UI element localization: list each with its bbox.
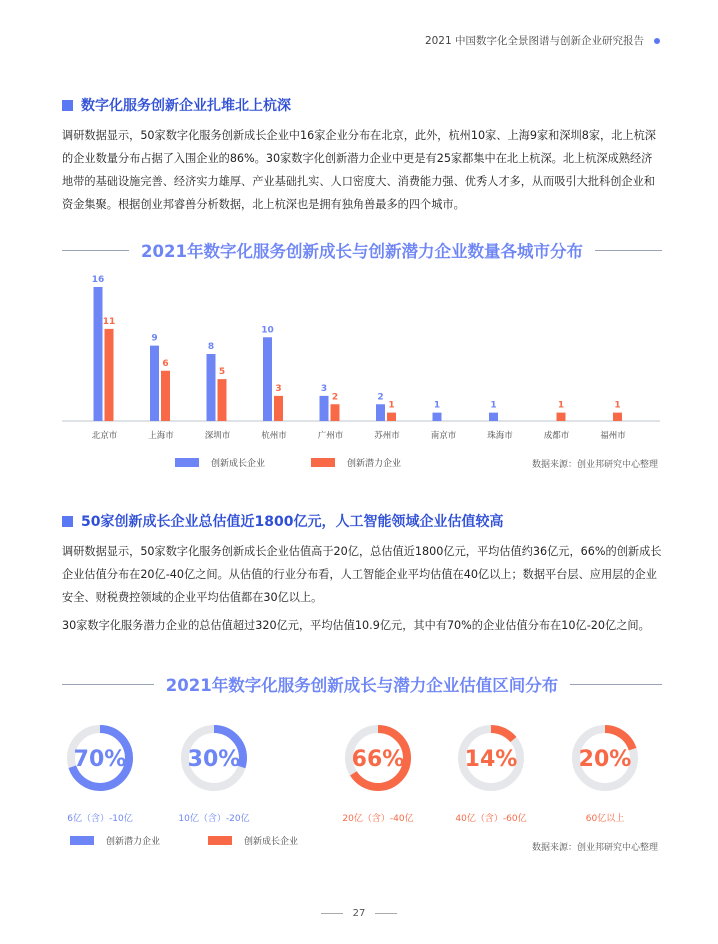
section1-paragraph: 调研数据显示，50家数字化服务创新成长企业中16家企业分布在北京，此外，杭州10家、上海9家和深圳8家，北上杭深的企业数量分布占据了入围企业的86%。30家数字化创新潜力企业中更是有25家都集中在北上杭深。北上杭深成熟经济地带的基础设施完善、经济实力雄厚、产业基础扎实、人口密度大、消费能力强、优秀人才多，从而吸引大批科创企业和资金集聚。根据创业邦睿兽分析数据，北上杭深也是拥有独角兽最多的四个城市。 xyxy=(62,129,656,211)
bar-growth xyxy=(433,413,442,421)
data-label: 5 xyxy=(218,367,226,378)
donut-percent: 20% xyxy=(578,747,632,772)
bar-growth xyxy=(263,337,272,421)
legend-swatch-potential xyxy=(311,458,335,467)
report-title: 2021 中国数字化全景图谱与创新企业研究报告 xyxy=(424,35,644,47)
x-tick-label: 北京市 xyxy=(91,431,118,441)
donut-item xyxy=(436,714,546,824)
bar-potential xyxy=(218,379,227,421)
data-label: 8 xyxy=(207,342,215,352)
bar-growth xyxy=(376,404,385,421)
bar-growth xyxy=(207,354,216,421)
legend-label-potential: 创新潜力企业 xyxy=(106,837,161,847)
donut-percent: 70% xyxy=(73,747,127,772)
donut-chart xyxy=(45,714,155,802)
x-tick-label: 珠海市 xyxy=(487,431,513,441)
data-label: 1 xyxy=(557,400,565,411)
x-tick-label: 深圳市 xyxy=(204,431,231,441)
footer-rule-right xyxy=(375,913,397,914)
data-label: 1 xyxy=(614,400,621,411)
legend-label-growth: 创新成长企业 xyxy=(211,459,266,469)
chart2-heading xyxy=(62,672,662,696)
bar-potential xyxy=(161,371,170,421)
bar-growth xyxy=(94,287,103,421)
donut-item xyxy=(159,714,269,824)
donut-chart xyxy=(159,714,269,802)
data-label: 1 xyxy=(433,400,441,411)
section1-heading xyxy=(62,95,291,115)
page-footer xyxy=(0,908,718,919)
donut-arc xyxy=(71,729,129,787)
chart2-title: 2021年数字化服务创新成长与潜力企业估值区间分布 xyxy=(165,676,559,695)
bar-chart xyxy=(62,262,662,447)
donut-item xyxy=(323,714,433,824)
x-tick-label: 上海市 xyxy=(148,431,174,441)
x-tick-label: 成都市 xyxy=(543,431,570,441)
donut-percent: 30% xyxy=(187,747,241,772)
donut-track xyxy=(71,729,129,787)
data-label: 16 xyxy=(91,275,105,285)
square-bullet-icon xyxy=(62,516,73,527)
donut-arc xyxy=(576,729,634,787)
footer-rule-left xyxy=(321,913,343,914)
section2-paragraph-1: 调研数据显示，50家数字化服务创新成长企业估值高于20亿，总估值近1800亿元，平均估值约36亿元，66%的创新成长企业估值分布在20亿-40亿之间。从估值的行业分布看，人工智能企业平均估值在40亿以上；数据平台层、应用层的企业安全、财税费控领域的企业平均估值都在30亿以上。 xyxy=(62,545,662,604)
bar-growth xyxy=(150,346,159,421)
donut-percent: 14% xyxy=(464,747,518,772)
page-header xyxy=(425,33,660,48)
donut-chart xyxy=(550,714,660,802)
donut-range-label: 10亿（含）-20亿 xyxy=(178,814,250,824)
title-rule-right xyxy=(595,250,662,251)
data-label: 9 xyxy=(151,333,158,344)
data-label: 2 xyxy=(331,392,339,403)
bar-growth xyxy=(489,413,498,421)
bar-potential xyxy=(331,404,340,421)
title-rule-left xyxy=(62,250,129,251)
page-number: 27 xyxy=(352,908,366,919)
square-bullet-icon xyxy=(62,100,73,111)
chart2-legend xyxy=(70,834,298,847)
donut-arc xyxy=(462,729,520,787)
donut-track xyxy=(576,729,634,787)
donut-chart xyxy=(323,714,433,802)
legend-label-growth: 创新成长企业 xyxy=(244,837,299,847)
bar-growth xyxy=(320,396,329,421)
donut-range-label: 6亿（含）-10亿 xyxy=(67,814,133,824)
chart2-source: 数据来源：创业邦研究中心整理 xyxy=(531,843,658,853)
data-label: 3 xyxy=(320,383,328,394)
legend-swatch-growth xyxy=(208,836,232,845)
data-label: 2 xyxy=(377,392,384,403)
title-rule-right xyxy=(570,684,662,685)
donut-percent: 66% xyxy=(351,747,405,772)
donut-track xyxy=(349,729,407,787)
bar-potential xyxy=(557,413,566,421)
data-label: 6 xyxy=(162,358,169,369)
x-tick-label: 苏州市 xyxy=(374,431,400,441)
bar-potential xyxy=(274,396,283,421)
data-label: 1 xyxy=(490,400,497,411)
legend-swatch-growth xyxy=(175,458,199,467)
legend-swatch-potential xyxy=(70,836,94,845)
x-tick-label: 福州市 xyxy=(600,431,626,441)
section2-heading xyxy=(62,511,503,531)
donut-item xyxy=(550,714,660,824)
bar-potential xyxy=(613,413,622,421)
section2-title: 50家创新成长企业总估值近1800亿元，人工智能领域企业估值较高 xyxy=(81,514,504,530)
chart1-heading xyxy=(62,238,662,262)
x-tick-label: 杭州市 xyxy=(261,431,287,441)
data-label: 1 xyxy=(388,400,395,411)
section2-paragraph-2: 30家数字化服务潜力企业的总估值超过320亿元，平均估值10.9亿元，其中有70%的企业估值分布在10亿-20亿之间。 xyxy=(62,619,650,632)
donut-range-label: 60亿以上 xyxy=(585,814,625,824)
chart1-title: 2021年数字化服务创新成长与创新潜力企业数量各城市分布 xyxy=(141,242,583,261)
donut-item xyxy=(45,714,155,824)
donut-arc xyxy=(349,729,407,787)
chart1-legend xyxy=(175,456,401,469)
x-tick-label: 广州市 xyxy=(317,431,344,441)
data-label: 10 xyxy=(261,325,274,336)
donut-arc xyxy=(185,729,243,787)
bar-potential xyxy=(387,413,396,421)
donut-chart xyxy=(436,714,546,802)
data-label: 11 xyxy=(102,316,116,327)
header-dot-icon xyxy=(654,38,660,44)
donut-range-label: 20亿（含）-40亿 xyxy=(342,814,414,824)
title-rule-left xyxy=(62,684,154,685)
legend-label-potential: 创新潜力企业 xyxy=(347,459,402,469)
donut-track xyxy=(185,729,243,787)
donut-track xyxy=(462,729,520,787)
data-label: 3 xyxy=(275,383,282,394)
donut-range-label: 40亿（含）-60亿 xyxy=(455,814,527,824)
bar-potential xyxy=(105,329,114,421)
chart1-source: 数据来源：创业邦研究中心整理 xyxy=(531,460,658,470)
x-tick-label: 南京市 xyxy=(430,431,457,441)
section1-title: 数字化服务创新企业扎堆北上杭深 xyxy=(81,98,291,114)
